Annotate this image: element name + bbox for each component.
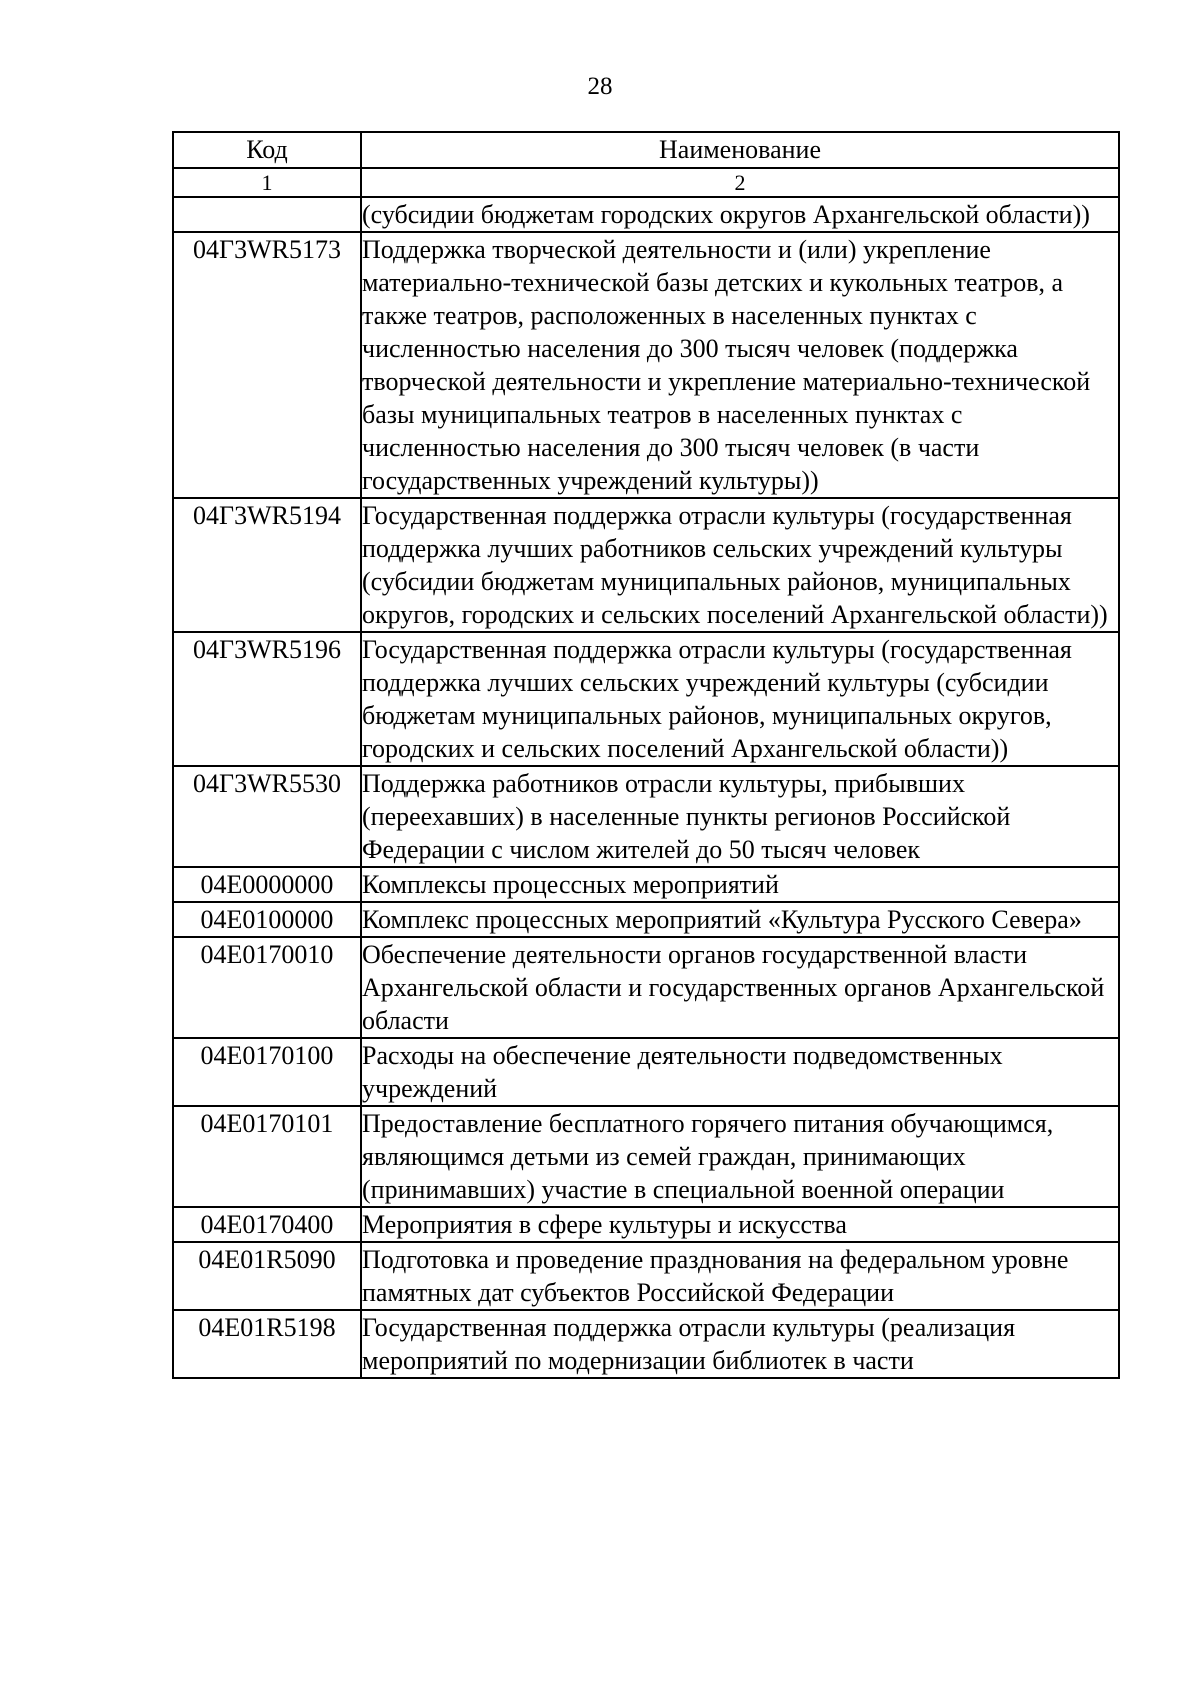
page-number: 28 <box>587 73 613 100</box>
table-row <box>173 197 1119 232</box>
row-name: Поддержка работников отрасли культуры, прибывших (переехавших) в населенные пункты регионов Российской Федерации с числом жителей до 50 тысяч человек <box>361 766 1119 867</box>
row-name: Комплекс процессных мероприятий «Культура Русского Севера» <box>361 902 1119 937</box>
header-name: Наименование <box>361 132 1119 168</box>
table-row <box>173 1207 1119 1242</box>
row-code: 04Г3WR5196 <box>173 632 361 766</box>
row-name: Комплексы процессных мероприятий <box>361 867 1119 902</box>
column-number-1: 1 <box>173 168 361 197</box>
row-code: 04Г3WR5173 <box>173 232 361 498</box>
row-code: 04Е0170010 <box>173 937 361 1038</box>
table-row <box>173 1106 1119 1207</box>
row-name: Предоставление бесплатного горячего питания обучающимся, являющимся детьми из семей граждан, принимающих (принимавших) участие в специальной военной операции <box>361 1106 1119 1207</box>
row-code: 04Е0170101 <box>173 1106 361 1207</box>
row-code: 04Е0100000 <box>173 902 361 937</box>
row-code: 04Е01R5198 <box>173 1310 361 1378</box>
table-row <box>173 1310 1119 1378</box>
row-name: Поддержка творческой деятельности и (или) укрепление материально-технической базы детских и кукольных театров, а также театров, расположенных в населенных пунктах с численностью населения до 300 тысяч человек (поддержка творческой деятельности и укрепление материально-технической базы муниципальных театров в населенных пунктах с численностью населения до 300 тысяч человек (в части государственных учреждений культуры)) <box>361 232 1119 498</box>
row-code: 04Г3WR5530 <box>173 766 361 867</box>
header-code: Код <box>173 132 361 168</box>
row-code: 04Е01R5090 <box>173 1242 361 1310</box>
row-code: 04Е0170400 <box>173 1207 361 1242</box>
row-name: Расходы на обеспечение деятельности подведомственных учреждений <box>361 1038 1119 1106</box>
row-name: Государственная поддержка отрасли культуры (реализация мероприятий по модернизации библиотек в части <box>361 1310 1119 1378</box>
row-name: (субсидии бюджетам городских округов Архангельской области)) <box>361 197 1119 232</box>
row-name: Государственная поддержка отрасли культуры (государственная поддержка лучших работников сельских учреждений культуры (субсидии бюджетам муниципальных районов, муниципальных округов, городских и сельских поселений Архангельской области)) <box>361 498 1119 632</box>
table-row <box>173 232 1119 498</box>
row-name: Обеспечение деятельности органов государственной власти Архангельской области и государственных органов Архангельской области <box>361 937 1119 1038</box>
table-row <box>173 1242 1119 1310</box>
row-name: Государственная поддержка отрасли культуры (государственная поддержка лучших сельских учреждений культуры (субсидии бюджетам муниципальных районов, муниципальных округов, городских и сельских поселений Архангельской области)) <box>361 632 1119 766</box>
row-code: 04Е0000000 <box>173 867 361 902</box>
table-row <box>173 867 1119 902</box>
table-row <box>173 498 1119 632</box>
row-code <box>173 197 361 232</box>
table-header-row <box>173 132 1119 168</box>
table-row <box>173 937 1119 1038</box>
row-name: Мероприятия в сфере культуры и искусства <box>361 1207 1119 1242</box>
table-row <box>173 902 1119 937</box>
table-row <box>173 1038 1119 1106</box>
column-number-row <box>173 168 1119 197</box>
table-row <box>173 766 1119 867</box>
row-code: 04Е0170100 <box>173 1038 361 1106</box>
row-code: 04Г3WR5194 <box>173 498 361 632</box>
column-number-2: 2 <box>361 168 1119 197</box>
row-name: Подготовка и проведение празднования на федеральном уровне памятных дат субъектов Российской Федерации <box>361 1242 1119 1310</box>
table-row <box>173 632 1119 766</box>
budget-code-table <box>172 131 1120 1379</box>
